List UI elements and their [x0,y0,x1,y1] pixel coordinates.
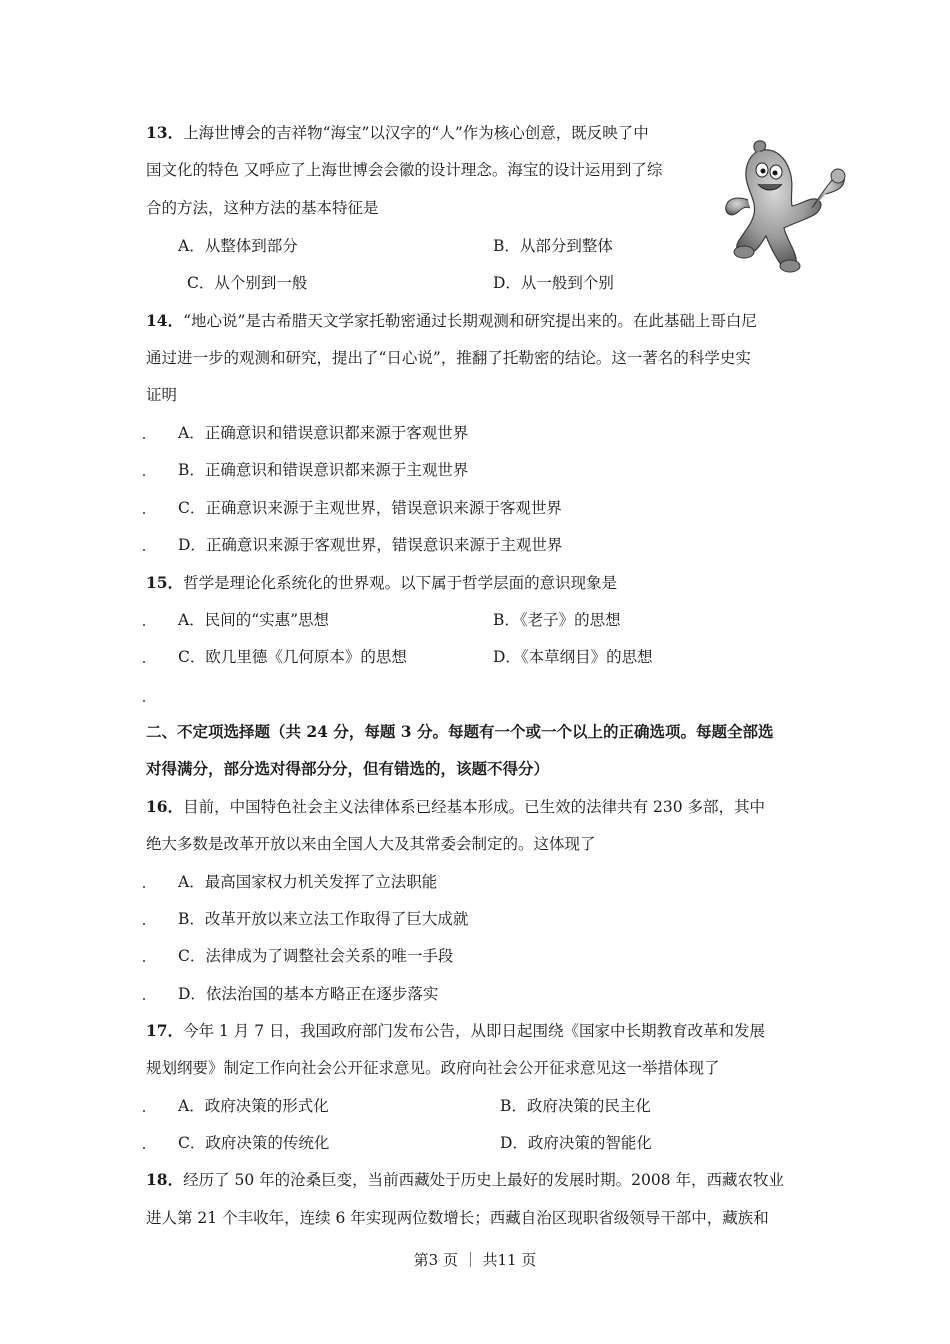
q15-line-1: 15．哲学是理论化系统化的世界观。以下属于哲学层面的意识现象是 [146,573,618,592]
haibao-mascot-illustration [720,138,850,273]
page-footer: 第3 页 ｜ 共11 页 [413,1251,537,1269]
q13-line-3: 合的方法，这种方法的基本特征是 [146,199,379,217]
q15-option-c: C．欧几里德《几何原本》的思想 [178,648,407,666]
q16-option-a: A．最高国家权力机关发挥了立法职能 [178,873,438,891]
q18-line-1: 18．经历了 50 年的沧桑巨变，当前西藏处于历史上最好的发展时期。2008 年，西藏农牧业 [146,1170,785,1189]
q14-line-1: 14．“地心说”是古希腊天文学家托勒密通过长期观测和研究提出来的。在此基础上哥白尼 [146,311,757,330]
q17-option-d: D．政府决策的智能化 [500,1134,652,1152]
q14-option-c: C．正确意识来源于主观世界，错误意识来源于客观世界 [178,499,562,517]
section-2-heading-line-2: 对得满分，部分选对得部分分，但有错选的，该题不得分） [146,759,550,778]
q17-option-b: B．政府决策的民主化 [500,1097,651,1115]
section-2-heading-line-1: 二、不定项选择题（共 24 分，每题 3 分。每题有一个或一个以上的正确选项。每题全部选 [146,722,774,741]
q15-option-d: D．《本草纲目》的思想 [493,648,653,666]
q16-line-1: 16．目前，中国特色社会主义法律体系已经基本形成。已生效的法律共有 230 多部，其中 [146,797,766,816]
q13-option-d: D．从一般到个别 [493,274,614,292]
q14-line-2: 通过进一步的观测和研究，提出了“日心说”，推翻了托勒密的结论。这一著名的科学史实 [146,349,751,367]
q17-number: 17． [146,1021,184,1040]
q16-option-c: C．法律成为了调整社会关系的唯一手段 [178,947,454,965]
q18-line-2: 进人第 21 个丰收年，连续 6 年实现两位数增长；西藏自治区现职省级领导干部中，藏族和 [146,1209,769,1227]
q16-number: 16． [146,797,184,816]
q13-number: 13． [146,123,184,142]
q14-number: 14． [146,311,184,330]
q14-line-3: 证明 [146,386,178,404]
q17-option-a: A．政府决策的形式化 [178,1097,329,1115]
q15-option-a: A．民间的“实惠”思想 [178,611,330,629]
q13-option-c: C．从个别到一般 [187,274,308,292]
q17-line-2: 规划纲要》制定工作向社会公开征求意见。政府向社会公开征求意见这一举措体现了 [146,1059,720,1077]
q18-number: 18． [146,1170,184,1189]
q14-option-b: B．正确意识和错误意识都来源于主观世界 [178,461,469,479]
q17-option-c: C．政府决策的传统化 [178,1134,330,1152]
q13-option-a: A．从整体到部分 [178,237,298,255]
q15-option-b: B．《老子》的思想 [493,611,621,629]
q14-option-a: A．正确意识和错误意识都来源于客观世界 [178,424,469,442]
q13-option-b: B．从部分到整体 [493,237,613,255]
q16-line-2: 绝大多数是改革开放以来由全国人大及其常委会制定的。这体现了 [146,835,596,853]
q16-option-b: B．改革开放以来立法工作取得了巨大成就 [178,910,469,928]
q16-option-d: D．依法治国的基本方略正在逐步落实 [178,985,439,1003]
q14-option-d: D．正确意识来源于客观世界，错误意识来源于主观世界 [178,536,563,554]
q15-number: 15． [146,573,184,592]
q17-line-1: 17．今年 1 月 7 日，我国政府部门发布公告，从即日起围绕《国家中长期教育改革和发展 [146,1021,766,1040]
q13-line-2: 国文化的特色 又呼应了上海世博会会徽的设计理念。海宝的设计运用到了综 [146,161,663,179]
q13-line-1: 13．上海世博会的吉祥物“海宝”以汉字的“人”作为核心创意，既反映了中 [146,123,649,142]
